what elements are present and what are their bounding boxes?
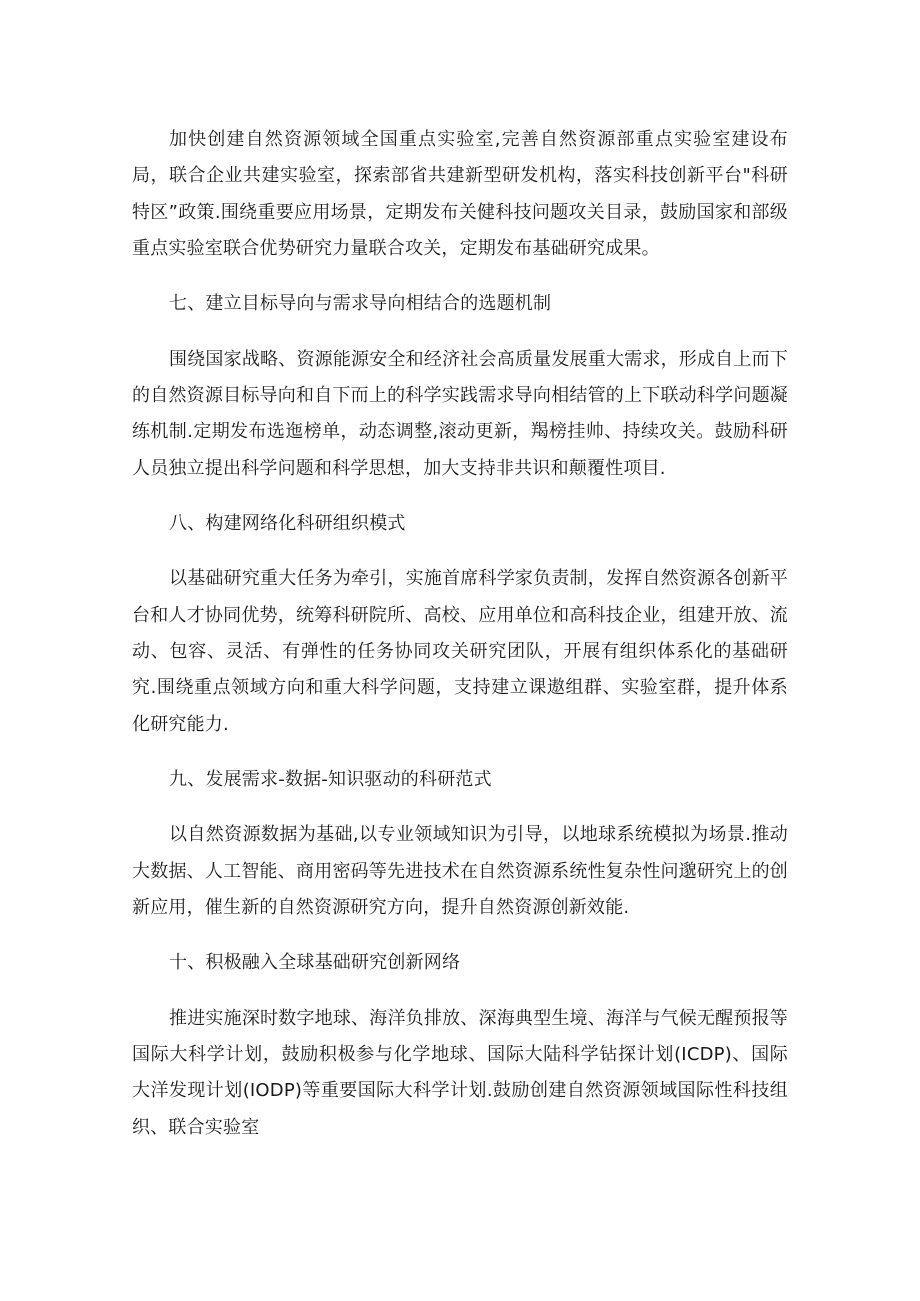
section-heading-9: 九、发展需求-数据-知识驱动的科研范式 bbox=[169, 769, 492, 791]
section-heading-7: 七、建立目标导向与需求导向相结合的选题机制 bbox=[169, 293, 552, 315]
paragraph-topic-mechanism: 围绕国家战略、资源能源安全和经济社会高质量发展重大需求，形成自上而下的自然资源目标导向和自下而上的科学实践需求导向相结管的上下联动科学问题凝练机制.定期发布选迤榜单，动态调整,滚动更新，羯榜挂帅、持续攻关。鼓励科研人员独立提出科学问题和科学思想，加大支持非共识和颠覆性项目. bbox=[132, 348, 788, 479]
paragraph-research-paradigm: 以自然资源数据为基础,以专业领域知识为引导，以地球系统模拟为场景.推动大数据、人工智能、商用密码等先进技术在自然资源系统性复杂性问邈研究上的创新应用，催生新的自然资源研究方向，提升自然资源创新效能. bbox=[132, 824, 788, 919]
section-heading-8: 八、构建网络化科研组织模式 bbox=[169, 513, 406, 535]
paragraph-global-network: 推进实施深时数字地球、海洋负排放、深海典型生境、海洋与气候无醒预报等国际大科学计划，鼓励积极参与化学地球、国际大陆科学钻探计划(ICDP)、国际大洋发现计划(IODP)等重要国际大科学计划.鼓励创建自然资源领域国际性科技组织、联合实验室 bbox=[132, 1007, 788, 1138]
document-body bbox=[132, 122, 788, 1146]
paragraph-network-organization: 以基础研究重大任务为牵引，实施首席科学家负责制，发挥自然资源各创新平台和人才协同优势，统筹科研院所、高校、应用单位和高科技企业，组建开放、流动、包容、灵活、有弹性的任务协同攻关研究团队，开展有组织体系化的基础研究.围绕重点领域方向和重大科学问题，支持建立课遨组群、实验室群，提升体系化研究能力. bbox=[132, 568, 788, 735]
paragraph-lab-building: 加快创建自然资源领域全国重点实验室,完善自然资源部重点实验室建设布局，联合企业共建实验室，探索部省共建新型研发机构，落实科技创新平台"科研特区”政策.围绕重要应用场景，定期发布关健科技问题攻关目录，鼓励国家和部级重点实验室联合优势研究力量联合攻关，定期发布基础研究成果。 bbox=[132, 129, 788, 260]
section-heading-10: 十、积极融入全球基础研究创新网络 bbox=[169, 952, 461, 974]
